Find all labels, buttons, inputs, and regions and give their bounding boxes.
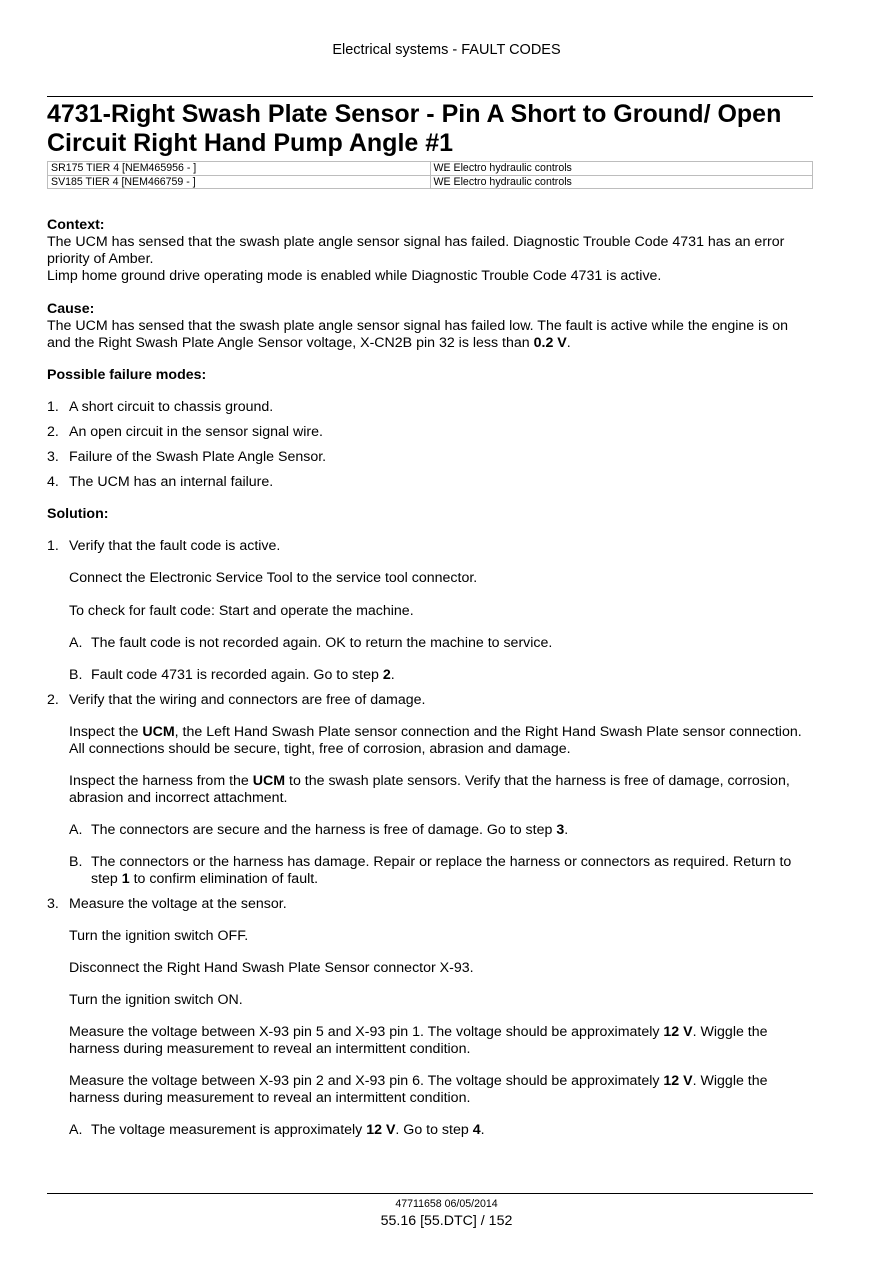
context-line-1: The UCM has sensed that the swash plate angle sensor signal has failed. Diagnostic Trouble Code 4731 has an error priority of Amber.	[47, 234, 785, 267]
option-text-post: to confirm elimination of fault.	[129, 871, 319, 887]
item-number: 2.	[47, 424, 59, 440]
voltage-value: 12 V	[366, 1122, 396, 1138]
step-paragraph: Connect the Electronic Service Tool to the service tool connector.	[69, 570, 478, 586]
step-1-option-b	[69, 667, 813, 684]
paragraph-post: to the swash plate sensors. Verify that the harness is free of damage, corrosion, abrasion and incorrect attachment.	[69, 773, 790, 806]
step-paragraph	[69, 773, 813, 807]
ucm-term: UCM	[142, 724, 175, 740]
option-text-pre: The voltage measurement is approximately	[91, 1122, 367, 1138]
cause-text	[47, 318, 813, 352]
option-text-pre: The connectors or the harness has damage. Repair or replace the harness or connectors as required. Return to step	[91, 854, 792, 887]
list-item	[47, 474, 813, 491]
model-cell: SV185 TIER 4 [NEM466759 - ]	[48, 175, 431, 189]
option-marker: A.	[69, 1122, 83, 1138]
step-title: Verify that the wiring and connectors are free of damage.	[69, 692, 426, 708]
cause-text-pre: The UCM has sensed that the swash plate angle sensor signal has failed low. The fault is active while the engine is on and the Right Swash Plate Angle Sensor voltage, X-CN2B pin 32 is less than	[47, 318, 789, 351]
step-paragraph: To check for fault code: Start and operate the machine.	[69, 603, 414, 619]
step-ref: 4	[472, 1122, 481, 1138]
option-text	[91, 854, 813, 888]
table-row	[48, 175, 813, 189]
option-text: The fault code is not recorded again. OK to return the machine to service.	[91, 635, 553, 651]
system-cell: WE Electro hydraulic controls	[430, 162, 813, 176]
option-marker: B.	[69, 667, 83, 683]
item-text: Failure of the Swash Plate Angle Sensor.	[69, 449, 327, 465]
item-text: The UCM has an internal failure.	[69, 474, 274, 490]
step-ref: 2	[382, 667, 391, 683]
solution-step-2	[47, 692, 813, 807]
step-paragraph: Turn the ignition switch ON.	[69, 992, 243, 1008]
step-title: Verify that the fault code is active.	[69, 538, 281, 554]
option-text	[91, 667, 813, 684]
context-section	[47, 217, 813, 285]
ucm-term: UCM	[252, 773, 286, 789]
item-number: 4.	[47, 474, 59, 490]
page-header: Electrical systems - FAULT CODES	[332, 42, 561, 58]
paragraph-pre: Inspect the	[69, 724, 143, 740]
list-item	[47, 449, 813, 466]
step-paragraph	[69, 1024, 813, 1058]
item-number: 3.	[47, 449, 59, 465]
step-paragraph	[69, 1073, 813, 1107]
step-paragraph	[69, 724, 813, 758]
step-title: Measure the voltage at the sensor.	[69, 896, 287, 912]
step-ref: 3	[556, 822, 565, 838]
option-marker: A.	[69, 635, 83, 651]
page-number: 55.16 [55.DTC] / 152	[380, 1213, 513, 1229]
table-row	[48, 162, 813, 176]
item-text: An open circuit in the sensor signal wire.	[69, 424, 323, 440]
solution-step-1	[47, 538, 813, 620]
cause-heading: Cause:	[47, 301, 95, 317]
option-text	[91, 822, 813, 839]
failure-modes-section	[47, 367, 813, 491]
failure-modes-heading: Possible failure modes:	[47, 367, 207, 383]
option-text-mid: . Go to step	[395, 1122, 473, 1138]
step-1-option-a	[69, 635, 813, 652]
voltage-value: 12 V	[663, 1024, 693, 1040]
list-item	[47, 399, 813, 416]
solution-step-3	[47, 896, 813, 1107]
footer-rule	[47, 1193, 813, 1194]
option-text-post: .	[390, 667, 395, 683]
step-paragraph: Turn the ignition switch OFF.	[69, 928, 249, 944]
step-paragraph: Disconnect the Right Hand Swash Plate Sensor connector X-93.	[69, 960, 474, 976]
cause-section	[47, 301, 813, 352]
page-title: 4731-Right Swash Plate Sensor - Pin A Short to Ground/ Open Circuit Right Hand Pump Angle #1	[47, 100, 782, 157]
option-marker: B.	[69, 854, 83, 870]
applicability-table	[47, 161, 813, 189]
document-code: 47711658 06/05/2014	[395, 1198, 498, 1210]
solution-section	[47, 506, 813, 1139]
document-body	[47, 217, 813, 1139]
step-number: 3.	[47, 896, 59, 912]
item-number: 1.	[47, 399, 59, 415]
header-rule	[47, 96, 813, 97]
paragraph-post: , the Left Hand Swash Plate sensor connection and the Right Hand Swash Plate sensor connection. All connections should be secure, tight, free of corrosion, abrasion and damage.	[69, 724, 802, 757]
system-cell: WE Electro hydraulic controls	[430, 175, 813, 189]
option-text	[91, 1122, 813, 1139]
paragraph-pre: Inspect the harness from the	[69, 773, 253, 789]
step-number: 2.	[47, 692, 59, 708]
step-2-option-a	[69, 822, 813, 839]
option-text-pre: The connectors are secure and the harness is free of damage. Go to step	[91, 822, 557, 838]
step-number: 1.	[47, 538, 59, 554]
option-text-post: .	[564, 822, 569, 838]
list-item	[47, 424, 813, 441]
paragraph-post: . Wiggle the harness during measurement to reveal an intermittent condition.	[69, 1073, 768, 1106]
cause-text-post: .	[566, 335, 571, 351]
failure-modes-list	[47, 399, 813, 491]
paragraph-pre: Measure the voltage between X-93 pin 2 and X-93 pin 6. The voltage should be approximately	[69, 1073, 664, 1089]
step-2-option-b	[69, 854, 813, 888]
paragraph-post: . Wiggle the harness during measurement to reveal an intermittent condition.	[69, 1024, 768, 1057]
model-cell: SR175 TIER 4 [NEM465956 - ]	[48, 162, 431, 176]
solution-heading: Solution:	[47, 506, 109, 522]
item-text: A short circuit to chassis ground.	[69, 399, 274, 415]
step-ref: 1	[121, 871, 130, 887]
context-line-2: Limp home ground drive operating mode is enabled while Diagnostic Trouble Code 4731 is active.	[47, 268, 662, 284]
step-3-option-a	[69, 1122, 813, 1139]
cause-threshold: 0.2 V	[533, 335, 567, 351]
paragraph-pre: Measure the voltage between X-93 pin 5 and X-93 pin 1. The voltage should be approximately	[69, 1024, 664, 1040]
option-text-post: .	[480, 1122, 485, 1138]
voltage-value: 12 V	[663, 1073, 693, 1089]
option-text-pre: Fault code 4731 is recorded again. Go to step	[91, 667, 383, 683]
context-heading: Context:	[47, 217, 105, 233]
option-marker: A.	[69, 822, 83, 838]
